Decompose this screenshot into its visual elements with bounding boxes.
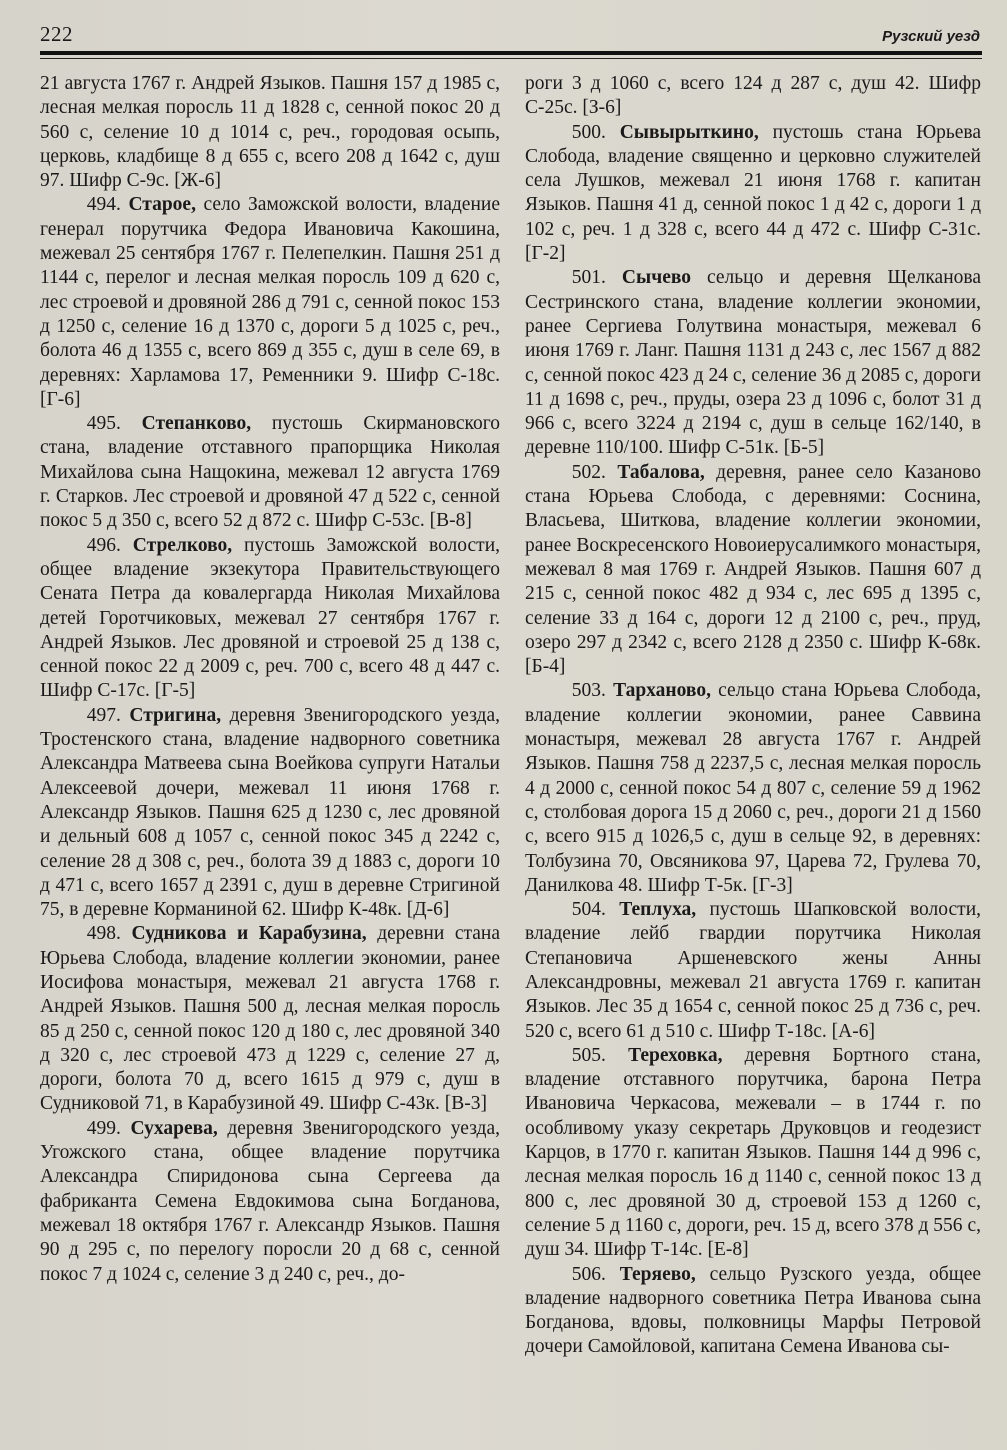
entry-body: пустошь Скирмановского стана, владение отставного прапорщика Николая Михайлова сына Нащокина, межевал 12 августа 1769 г. Старков. Лес строевой и дровяной 47 д 522 с, сенной покос 5 д 350 с, всего 52 д 872 с. Шифр С-53с. [В-8] bbox=[40, 413, 500, 532]
entry-505 bbox=[525, 1044, 981, 1263]
entry-number: 501. bbox=[571, 267, 606, 289]
entry-body: сельцо и деревня Щелканова Сестринского стана, владение коллегии экономии, ранее Сергиева Голутвина монастыря, межевал 6 июня 1769 г. Ланг. Пашня 1131 д 243 с, лес 1567 д 882 с, сенной покос 423 д 24 с, селение 36 д 2085 с, дороги 11 д 1698 с, реч., пруды, озера 23 д 1096 с, болот 31 д 966 с, всего 3224 д 2194 с, душ в сельце 162/140, в деревне 110/100. Шифр С-51к. [Б-5] bbox=[525, 267, 982, 459]
page-number: 222 bbox=[40, 22, 73, 46]
entry-502 bbox=[525, 461, 981, 680]
entry-495 bbox=[40, 412, 500, 533]
entry-name: Сывырыткино, bbox=[619, 121, 759, 143]
entry-497 bbox=[40, 704, 500, 923]
entry-name: Старое, bbox=[128, 194, 196, 216]
entry-number: 499. bbox=[86, 1117, 121, 1139]
entry-500 bbox=[525, 121, 981, 267]
entry-498 bbox=[40, 922, 500, 1116]
running-title: Рузский уезд bbox=[882, 28, 980, 45]
entry-body: пустошь стана Юрьева Слобода, владение священно и церковно служителей села Лушков, межевал 21 июня 1768 г. капитан Языков. Пашня 41 д, сенной покос 1 д 42 с, дороги 1 д 102 с, реч. 1 д 328 с, всего 44 д 472 с. Шифр С-31с. [Г-2] bbox=[525, 121, 982, 265]
entry-number: 504. bbox=[571, 899, 606, 921]
header-rule-thin bbox=[40, 58, 982, 59]
entry-body: деревня, ранее село Казаново стана Юрьева Слобода, с деревнями: Соснина, Власьева, Шиткова, владение коллегии экономии, ранее Воскресенского Новоиерусалимкого монастыря, межевал 8 мая 1769 г. Андрей Языков. Пашня 607 д 215 с, сенной покос 482 д 934 с, лес 695 д 1395 с, селение 33 д 164 с, дороги 12 д 2100 с, реч., пруд, озеро 297 д 2342 с, всего 2128 д 2350 с. Шифр К-68к. [Б-4] bbox=[525, 461, 981, 678]
entry-name: Сухарева, bbox=[130, 1117, 218, 1139]
entry-body: деревня Бортного стана, владение отставного порутчика, барона Петра Ивановича Черкасова, межевали – в 1744 г. по особливому указу секретарь Друковцов и геодезист Карцов, в 1770 г. капитан Языков. Пашня 144 д 996 с, лесная мелкая поросль 16 д 1140 с, сенной покос 13 д 800 с, лес дровяной 30 д, строевой 153 д 1260 с, селение 5 д 1160 с, дороги, реч. 15 д, всего 378 д 556 с, душ 34. Шифр Т-14с. [Е-8] bbox=[525, 1044, 981, 1261]
entry-494 bbox=[40, 193, 500, 412]
entry-name: Табалова, bbox=[617, 461, 705, 483]
entry-name: Сычево bbox=[621, 267, 692, 289]
entry-501 bbox=[525, 266, 981, 460]
entry-body: сельцо стана Юрьева Слобода, владение коллегии экономии, ранее Саввина монастыря, межевал 28 августа 1767 г. Андрей Языков. Пашня 758 д 2237,5 с, лесная мелкая поросль 4 д 2000 с, сенной покос 54 д 807 с, селение 59 д 1962 с, столбовая дорога 15 д 2060 с, реч., дороги 21 д 1560 с, всего 915 д 1026,5 с, душ в сельце 92, в деревнях: Толбузина 70, Овсяникова 97, Царева 72, Грулева 70, Данилкова 48. Шифр Т-5к. [Г-3] bbox=[525, 680, 982, 896]
entry-continuation bbox=[40, 72, 500, 193]
entry-body: деревня Звенигородского уезда, Угожского стана, общее владение порутчика Александра Спиридонова сына Сергеева да фабриканта Семена Евдокимова сына Богданова, межевал 18 октября 1767 г. Александр Языков. Пашня 90 д 295 с, по перелогу поросли 20 д 68 с, сенной покос 7 д 1024 с, селение 3 д 240 с, реч., до- bbox=[40, 1117, 500, 1285]
entry-number: 495. bbox=[86, 413, 121, 435]
entry-name: Тарханово, bbox=[613, 680, 711, 702]
entry-continuation bbox=[525, 72, 981, 121]
entry-name: Стрелково, bbox=[132, 534, 233, 556]
entry-499 bbox=[40, 1117, 500, 1287]
entry-body: деревня Звенигородского уезда, Тростенского стана, владение надворного советника Александра Матвеева сына Воейкова супруги Натальи Алексеевой дочери, межевал 11 июня 1768 г. Александр Языков. Пашня 625 д 1230 с, лес дровяной и дельный 608 д 1057 с, сенной покос 345 д 2242 с, селение 28 д 308 с, реч., болота 39 д 1883 с, дороги 10 д 471 с, всего 1657 д 2391 с, душ в деревне Стригиной 75, в деревне Корманиной 62. Шифр К-48к. [Д-6] bbox=[40, 704, 500, 921]
entry-number: 503. bbox=[571, 680, 606, 702]
entry-body: 21 августа 1767 г. Андрей Языков. Пашня 157 д 1985 с, лесная мелкая поросль 11 д 1828 с, сенной покос 20 д 560 с, селение 10 д 1014 с, реч., городовая осыпь, церковь, кладбище 8 д 655 с, всего 208 д 1642 с, душ 97. Шифр С-9с. [Ж-6] bbox=[40, 73, 500, 192]
entry-name: Тереховка, bbox=[628, 1044, 723, 1066]
entry-name: Теряево, bbox=[619, 1263, 696, 1285]
entry-body: деревни стана Юрьева Слобода, владение коллегии экономии, ранее Иосифова монастыря, межевал 21 августа 1768 г. Андрей Языков. Пашня 500 д, лесная мелкая поросль 85 д 250 с, сенной покос 120 д 180 с, лес дровяной 340 д 320 с, лес строевой 473 д 1229 с, селение 27 д, дороги, болота 70 д, всего 1615 д 979 с, душ в Судниковой 71, в Карабузиной 49. Шифр С-43к. [В-3] bbox=[40, 923, 500, 1115]
entry-number: 505. bbox=[571, 1044, 606, 1066]
entry-504 bbox=[525, 898, 981, 1044]
right-column bbox=[525, 72, 981, 1360]
entry-number: 496. bbox=[86, 534, 121, 556]
entry-body: пустошь Заможской волости, общее владение экзекутора Правительствующего Сената Петра да ковалергарда Николая Михайлова детей Горотчиковых, межевал 27 сентября 1767 г. Андрей Языков. Лес дровяной и строевой 25 д 138 с, сенной покос 22 д 2009 с, реч. 700 с, всего 48 д 447 с. Шифр С-17с. [Г-5] bbox=[40, 534, 501, 702]
entry-body: роги 3 д 1060 с, всего 124 д 287 с, душ 42. Шифр С-25с. [З-6] bbox=[525, 73, 981, 119]
entry-body: сельцо Рузского уезда, общее владение надворного советника Петра Иванова сына Богданова, вдовы, полковницы Марфы Петровой дочери Самойловой, капитана Семена Иванова сы- bbox=[525, 1263, 982, 1358]
page-header bbox=[40, 22, 980, 52]
left-column bbox=[40, 72, 500, 1287]
entry-number: 498. bbox=[86, 923, 121, 945]
entry-name: Стригина, bbox=[129, 704, 222, 726]
entry-number: 494. bbox=[86, 194, 121, 216]
entry-name: Степанково, bbox=[141, 413, 252, 435]
entry-name: Судникова и Карабузина, bbox=[131, 923, 367, 945]
entry-body: пустошь Шапковской волости, владение лейб гвардии порутчика Николая Степановича Аршеневского жены Анны Александровны, межевал 21 августа 1769 г. капитан Языков. Лес 35 д 1654 с, сенной покос 25 д 736 с, реч. 520 с, всего 61 д 510 с. Шифр Т-18с. [А-6] bbox=[525, 899, 982, 1042]
header-rule-thick bbox=[40, 51, 982, 55]
entry-number: 502. bbox=[571, 461, 606, 483]
entry-503 bbox=[525, 679, 981, 898]
entry-body: село Заможской волости, владение генерал порутчика Федора Ивановича Какошина, межевал 25 сентября 1767 г. Пелепелкин. Пашня 251 д 1144 с, перелог и лесная мелкая поросль 109 д 620 с, лес строевой и дровяной 286 д 791 с, сенной покос 153 д 1250 с, селение 16 д 1370 с, дороги 5 д 1025 с, реч., болота 46 д 1355 с, всего 869 д 355 с, душ в селе 69, в деревнях: Харламова 17, Ременники 9. Шифр С-18с. [Г-6] bbox=[40, 194, 500, 410]
entry-number: 500. bbox=[571, 121, 606, 143]
entry-496 bbox=[40, 534, 500, 704]
entry-number: 497. bbox=[86, 704, 121, 726]
entry-number: 506. bbox=[571, 1263, 606, 1285]
entry-name: Теплуха, bbox=[619, 899, 697, 921]
entry-506 bbox=[525, 1263, 981, 1360]
